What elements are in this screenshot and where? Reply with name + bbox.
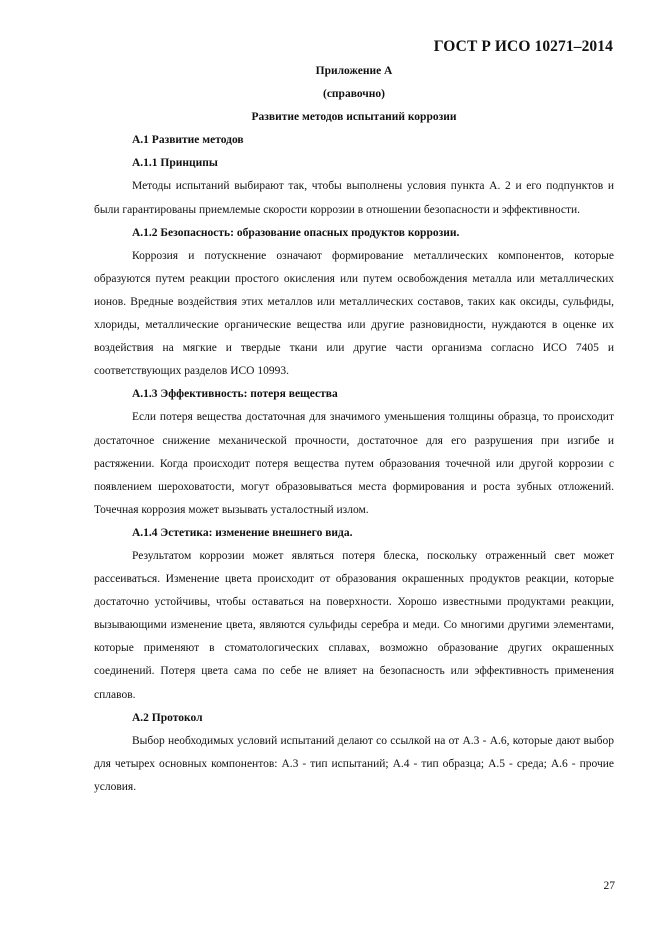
section-heading-a1: А.1 Развитие методов (132, 134, 244, 147)
section-heading-a2: А.2 Протокол (132, 711, 203, 724)
annex-title: Приложение А (315, 65, 393, 77)
paragraph-a13: Если потеря вещества достаточная для значимого уменьшения толщины образца, то происходит достаточное снижение механической прочности, достаточное для его разрушения при изгибе и растяжении. Когда происходит потеря вещества путем образования точечной или другой коррозии с появлением шероховатости, могут образовываться места формирования и роста зубных отложений. Точечная коррозия может вызывать усталостный излом. (94, 411, 614, 516)
annex-subject: Развитие методов испытаний коррозии (251, 111, 457, 124)
section-heading-a13: А.1.3 Эффективность: потеря вещества (132, 388, 338, 401)
paragraph-a2: Выбор необходимых условий испытаний делают со ссылкой на от А.3 - А.6, которые дают выбор для четырех основных компонентов: А.3 - тип испытаний; А.4 - тип образца; А.5 - среда; А.6 - прочие условия. (94, 734, 614, 793)
paragraph-a11: Методы испытаний выбирают так, чтобы выполнены условия пункта А. 2 и его подпунктов и были гарантированы приемлемые скорости коррозии в отношении безопасности и эффективности. (94, 180, 614, 216)
paragraph-a12: Коррозия и потускнение означают формирование металлических компонентов, которые образуются путем реакции простого окисления или путем освобождения металла или металлических ионов. Вредные воздействия этих металлов или металлических составов, таких как оксиды, сульфиды, хлориды, металлические органические вещества или другие разновидности, нуждаются в оценке их воздействия на мягкие и твердые ткани или другие части организма согласно ИСО 7405 и соответствующих разделов ИСО 10993. (94, 249, 614, 378)
page-number: 27 (603, 880, 615, 892)
annex-type: (справочно) (323, 88, 385, 101)
document-body (94, 60, 614, 799)
paragraph-a14: Результатом коррозии может являться потеря блеска, поскольку отраженный свет может рассеиваться. Изменение цвета происходит от образования окрашенных продуктов реакции, которые достаточно устойчивы, чтобы оставаться на поверхности. Хорошо известными продуктами реакции, вызывающими изменение цвета, являются сульфиды серебра и меди. Со многими другими элементами, которые применяют в стоматологических сплавах, возможно образование других окрашенных соединений. Потеря цвета сама по себе не влияет на безопасность или эффективность применения сплавов. (94, 549, 614, 701)
document-code: ГОСТ Р ИСО 10271–2014 (433, 38, 613, 55)
section-heading-a14: А.1.4 Эстетика: изменение внешнего вида. (132, 526, 353, 539)
section-heading-a12: А.1.2 Безопасность: образование опасных продуктов коррозии. (132, 226, 460, 239)
section-heading-a11: А.1.1 Принципы (132, 157, 218, 170)
